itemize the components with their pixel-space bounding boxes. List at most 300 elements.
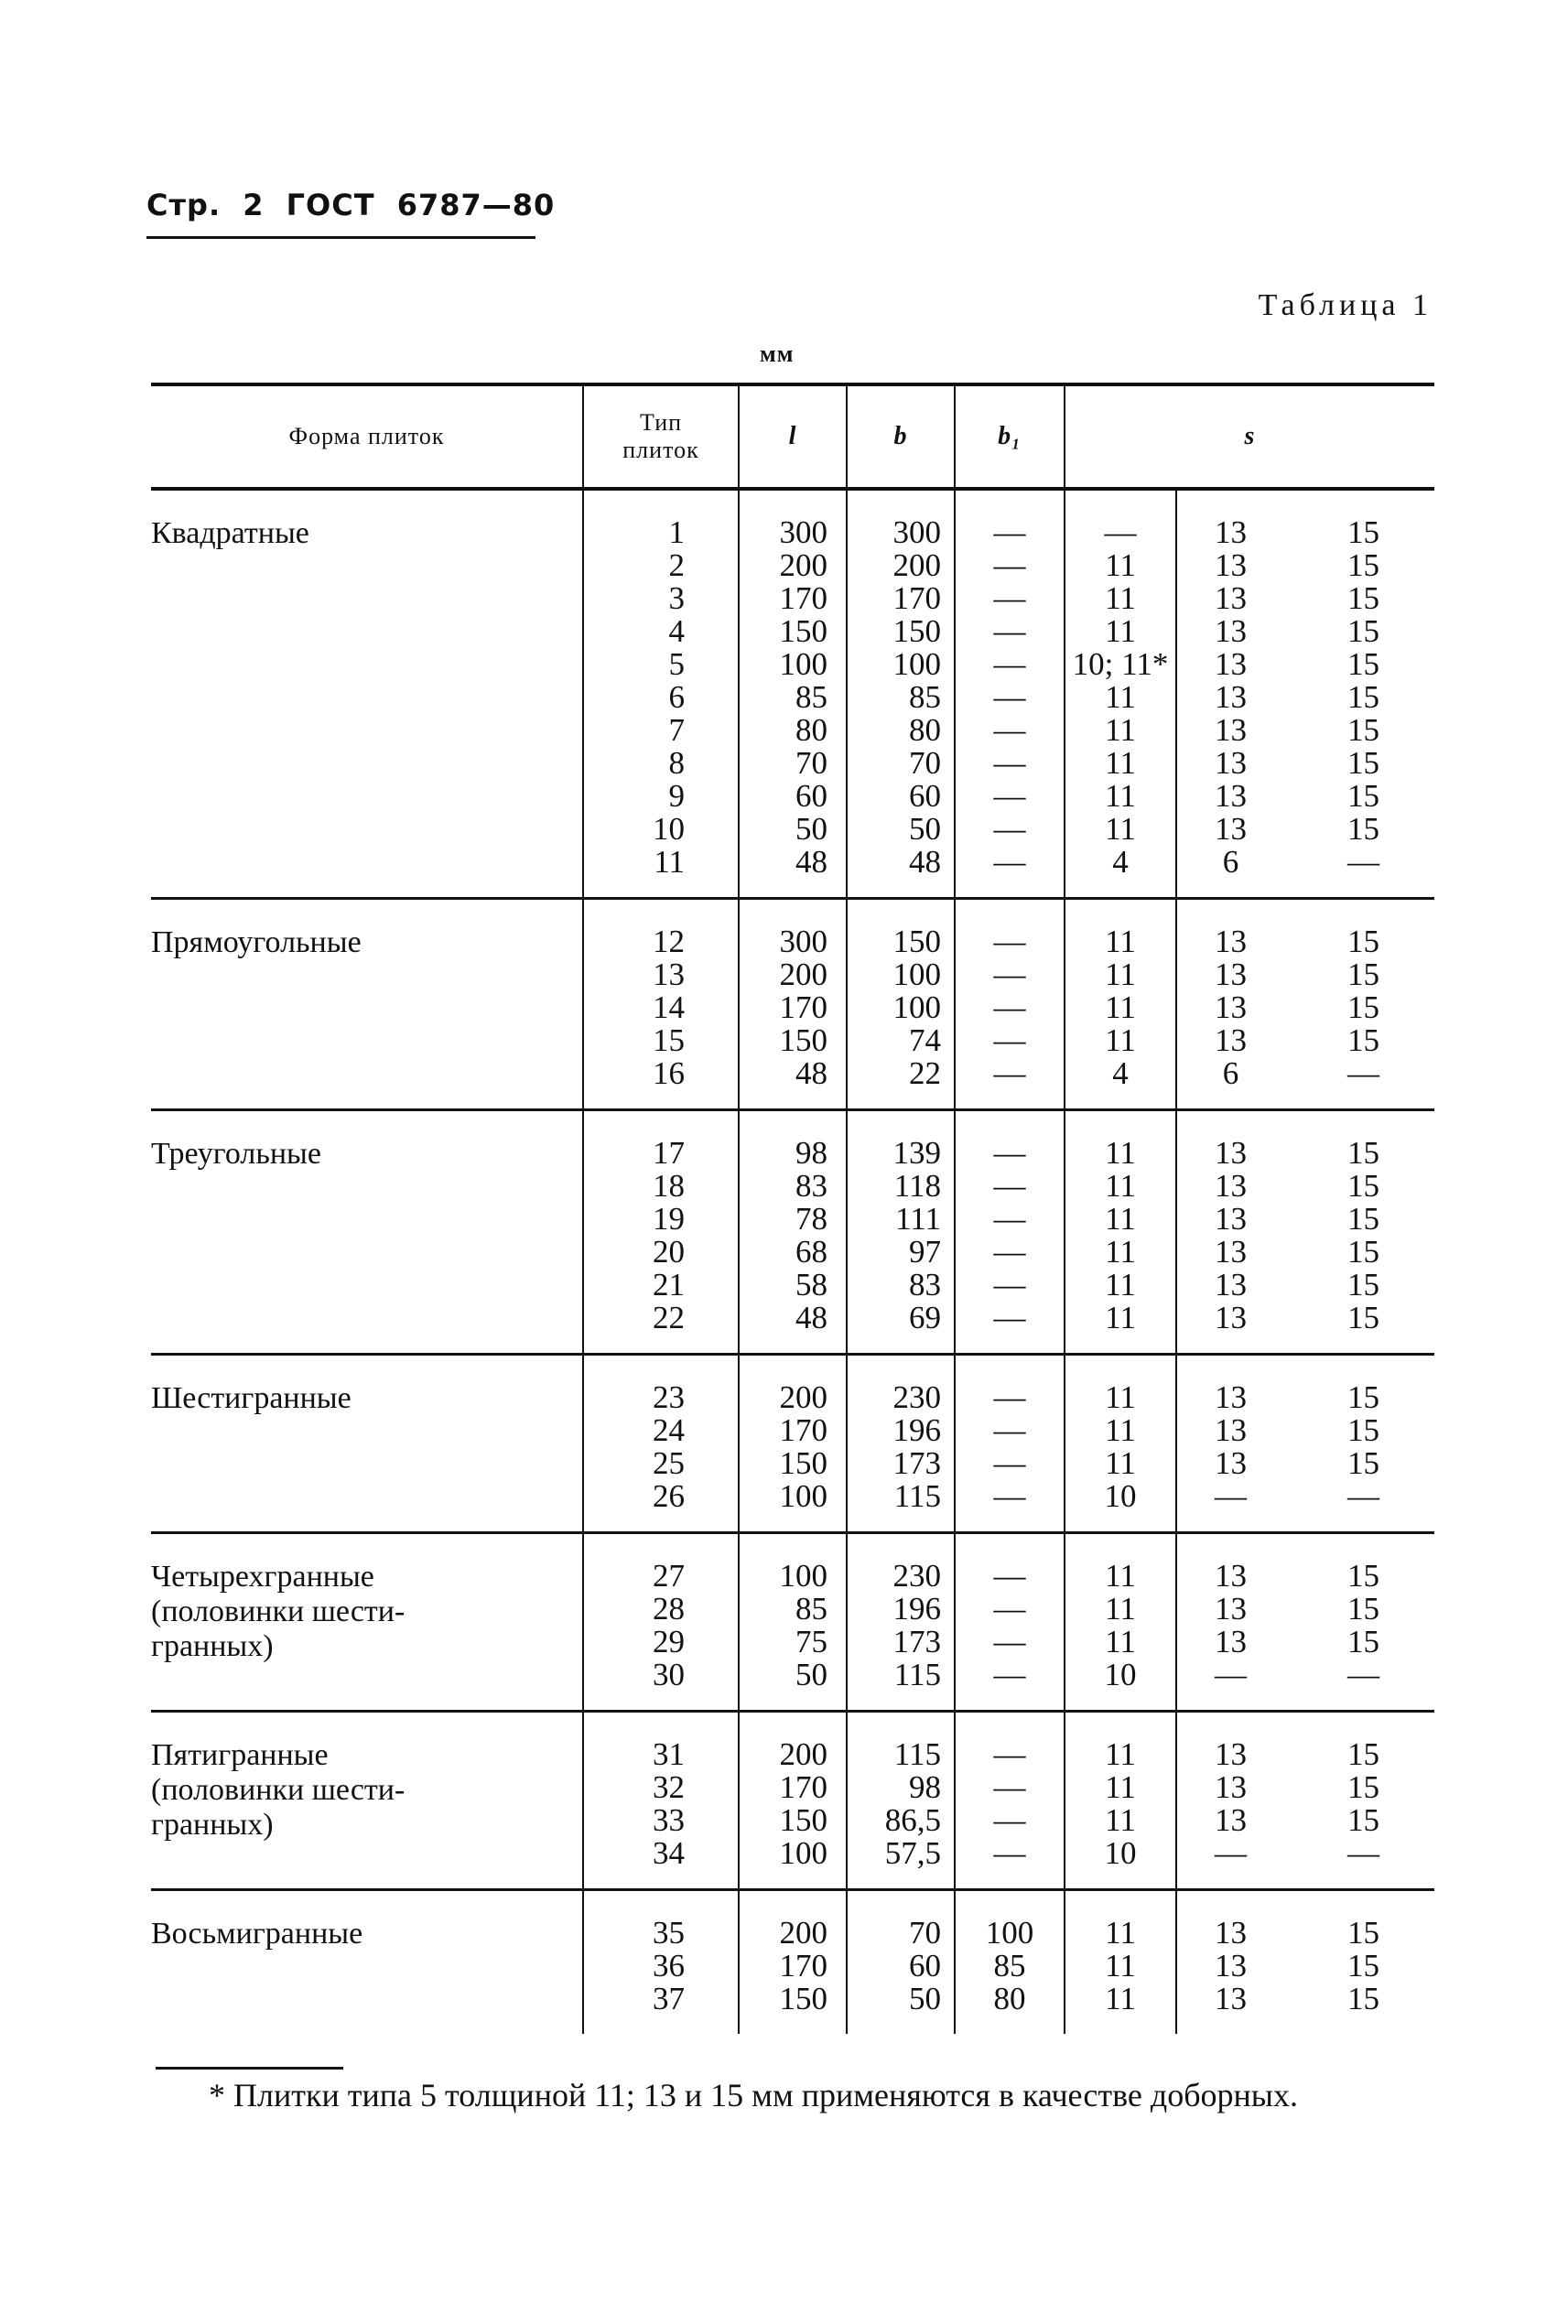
value-b1: — bbox=[993, 844, 1026, 880]
value-s3: 15 bbox=[1347, 1135, 1380, 1171]
value-b: 196 bbox=[892, 1412, 941, 1448]
value-s2: 6 bbox=[1222, 844, 1239, 880]
column-header-l: l bbox=[739, 384, 847, 489]
value-type: 34 bbox=[653, 1835, 685, 1871]
value-b1: — bbox=[993, 924, 1026, 959]
value-b1: — bbox=[993, 1267, 1026, 1303]
value-b1: — bbox=[993, 1835, 1026, 1871]
footnote bbox=[146, 2076, 1428, 2114]
value-l: 300 bbox=[779, 514, 827, 550]
value-s1: — bbox=[1104, 514, 1137, 550]
value-type: 2 bbox=[668, 547, 685, 583]
value-b: 115 bbox=[893, 1478, 941, 1514]
value-type: 21 bbox=[653, 1267, 685, 1303]
column-s2-cell bbox=[1176, 489, 1284, 899]
value-s2: 13 bbox=[1215, 646, 1247, 682]
value-s3: 15 bbox=[1347, 745, 1380, 781]
value-s1: 11 bbox=[1105, 924, 1136, 959]
page-header bbox=[146, 188, 566, 222]
value-type: 22 bbox=[653, 1300, 685, 1335]
value-b1: — bbox=[993, 1624, 1026, 1659]
value-b1: — bbox=[993, 712, 1026, 748]
value-b: 139 bbox=[892, 1135, 941, 1171]
column-type-cell bbox=[583, 899, 739, 1110]
value-b: 98 bbox=[909, 1769, 941, 1805]
value-s1: 11 bbox=[1105, 1591, 1136, 1627]
standard-number: 6787—80 bbox=[396, 188, 556, 222]
value-b: 69 bbox=[909, 1300, 941, 1335]
value-type: 31 bbox=[653, 1736, 685, 1772]
value-s3: 15 bbox=[1347, 1379, 1380, 1415]
page-number: 2 bbox=[243, 188, 265, 222]
value-type: 4 bbox=[668, 613, 685, 649]
value-s1: 11 bbox=[1105, 957, 1136, 992]
value-type: 32 bbox=[653, 1769, 685, 1805]
units-label: мм bbox=[760, 340, 795, 367]
value-type: 25 bbox=[653, 1445, 685, 1481]
value-s2: 13 bbox=[1215, 1267, 1247, 1303]
value-s3: 15 bbox=[1347, 1915, 1380, 1951]
value-l: 70 bbox=[795, 745, 827, 781]
value-s3: 15 bbox=[1347, 1267, 1380, 1303]
column-b-cell bbox=[847, 1712, 955, 1890]
value-l: 200 bbox=[779, 1736, 827, 1772]
value-b: 97 bbox=[909, 1234, 941, 1270]
value-s2: 13 bbox=[1215, 547, 1247, 583]
value-b: 80 bbox=[909, 712, 941, 748]
value-l: 98 bbox=[795, 1135, 827, 1171]
value-b: 60 bbox=[909, 778, 941, 814]
value-s1: 10 bbox=[1104, 1478, 1137, 1514]
column-header-type bbox=[583, 384, 739, 489]
value-b1: — bbox=[993, 547, 1026, 583]
value-b: 150 bbox=[892, 613, 941, 649]
value-b1: 80 bbox=[993, 1981, 1026, 2016]
value-b1: 85 bbox=[993, 1948, 1026, 1984]
value-s2: 13 bbox=[1215, 1300, 1247, 1335]
value-b: 60 bbox=[909, 1948, 941, 1984]
value-type: 24 bbox=[653, 1412, 685, 1448]
value-l: 48 bbox=[795, 844, 827, 880]
column-b-cell bbox=[847, 899, 955, 1110]
value-type: 18 bbox=[653, 1168, 685, 1204]
column-s1-cell bbox=[1065, 1890, 1176, 2035]
value-b1: — bbox=[993, 1657, 1026, 1692]
column-b1-cell bbox=[955, 489, 1065, 899]
value-l: 170 bbox=[779, 1412, 827, 1448]
value-s3: 15 bbox=[1347, 1412, 1380, 1448]
column-s1-cell bbox=[1065, 1110, 1176, 1355]
value-s3: 15 bbox=[1347, 778, 1380, 814]
value-b1: — bbox=[993, 1379, 1026, 1415]
value-s2: 13 bbox=[1215, 580, 1247, 616]
table-row-group bbox=[151, 899, 1434, 1110]
value-l: 150 bbox=[779, 1445, 827, 1481]
value-s3: 15 bbox=[1347, 989, 1380, 1025]
value-type: 14 bbox=[653, 989, 685, 1025]
value-s1: 10; 11* bbox=[1072, 646, 1169, 682]
value-l: 83 bbox=[795, 1168, 827, 1204]
column-s3-cell bbox=[1284, 1890, 1434, 2035]
value-type: 11 bbox=[654, 844, 685, 880]
column-l-cell bbox=[739, 489, 847, 899]
value-b: 230 bbox=[892, 1379, 941, 1415]
value-s1: 11 bbox=[1105, 1558, 1136, 1594]
value-s2: 13 bbox=[1215, 1624, 1247, 1659]
value-s2: — bbox=[1215, 1657, 1247, 1692]
value-type: 30 bbox=[653, 1657, 685, 1692]
column-l-cell bbox=[739, 1110, 847, 1355]
value-type: 8 bbox=[668, 745, 685, 781]
value-s3: 15 bbox=[1347, 924, 1380, 959]
value-s1: 11 bbox=[1105, 1379, 1136, 1415]
value-s1: 11 bbox=[1105, 1267, 1136, 1303]
value-s3: 15 bbox=[1347, 1769, 1380, 1805]
table-row-group bbox=[151, 1712, 1434, 1890]
column-type-cell bbox=[583, 1533, 739, 1712]
column-header-type-label: Тип плиток bbox=[622, 409, 699, 463]
table-caption: Таблица 1 bbox=[1258, 288, 1433, 322]
value-s1: 11 bbox=[1105, 1915, 1136, 1951]
value-type: 9 bbox=[668, 778, 685, 814]
tile-form-label: Пятигранные (половинки шести- гранных) bbox=[151, 1738, 406, 1842]
value-type: 12 bbox=[653, 924, 685, 959]
value-l: 170 bbox=[779, 1948, 827, 1984]
value-type: 15 bbox=[653, 1022, 685, 1058]
value-s1: 11 bbox=[1105, 1135, 1136, 1171]
value-s3: — bbox=[1347, 844, 1380, 880]
value-l: 170 bbox=[779, 580, 827, 616]
value-s2: — bbox=[1215, 1478, 1247, 1514]
tile-form-label: Треугольные bbox=[151, 1137, 321, 1171]
value-s1: 11 bbox=[1105, 580, 1136, 616]
value-s2: 13 bbox=[1215, 1445, 1247, 1481]
value-type: 3 bbox=[668, 580, 685, 616]
column-b1-cell bbox=[955, 1890, 1065, 2035]
value-type: 7 bbox=[668, 712, 685, 748]
value-s1: 10 bbox=[1104, 1657, 1137, 1692]
value-b1: — bbox=[993, 679, 1026, 715]
value-type: 16 bbox=[653, 1055, 685, 1091]
value-s2: 13 bbox=[1215, 957, 1247, 992]
value-s3: 15 bbox=[1347, 1591, 1380, 1627]
value-type: 26 bbox=[653, 1478, 685, 1514]
value-l: 60 bbox=[795, 778, 827, 814]
value-type: 29 bbox=[653, 1624, 685, 1659]
table-row-group bbox=[151, 1890, 1434, 2035]
column-s2-cell bbox=[1176, 1533, 1284, 1712]
value-s1: 4 bbox=[1112, 844, 1129, 880]
value-type: 36 bbox=[653, 1948, 685, 1984]
header-rule bbox=[146, 236, 535, 239]
value-s2: 13 bbox=[1215, 1234, 1247, 1270]
value-b: 115 bbox=[893, 1736, 941, 1772]
footnote-rule bbox=[156, 2067, 343, 2070]
value-s3: 15 bbox=[1347, 1736, 1380, 1772]
value-b: 100 bbox=[892, 989, 941, 1025]
value-s3: 15 bbox=[1347, 613, 1380, 649]
value-b1: — bbox=[993, 811, 1026, 847]
value-b1: — bbox=[993, 1736, 1026, 1772]
value-s2: 13 bbox=[1215, 1412, 1247, 1448]
column-b-cell bbox=[847, 1110, 955, 1355]
value-l: 170 bbox=[779, 1769, 827, 1805]
value-s1: 11 bbox=[1105, 1445, 1136, 1481]
value-b: 57,5 bbox=[884, 1835, 941, 1871]
value-s1: 11 bbox=[1105, 811, 1136, 847]
value-s3: 15 bbox=[1347, 1558, 1380, 1594]
value-l: 68 bbox=[795, 1234, 827, 1270]
column-s3-cell bbox=[1284, 1110, 1434, 1355]
column-type-cell bbox=[583, 1890, 739, 2035]
value-b1: — bbox=[993, 957, 1026, 992]
value-b1: — bbox=[993, 1478, 1026, 1514]
tile-form-label: Четырехгранные (половинки шести- гранных) bbox=[151, 1560, 406, 1663]
tile-form-cell bbox=[151, 1533, 583, 1712]
value-b: 48 bbox=[909, 844, 941, 880]
value-b1: — bbox=[993, 1135, 1026, 1171]
value-s2: 13 bbox=[1215, 514, 1247, 550]
value-s1: 11 bbox=[1105, 745, 1136, 781]
column-b-cell bbox=[847, 1890, 955, 2035]
value-s1: 10 bbox=[1104, 1835, 1137, 1871]
value-l: 50 bbox=[795, 811, 827, 847]
column-b-cell bbox=[847, 1533, 955, 1712]
value-s2: 13 bbox=[1215, 679, 1247, 715]
column-b1-cell bbox=[955, 1712, 1065, 1890]
column-s3-cell bbox=[1284, 489, 1434, 899]
value-b: 100 bbox=[892, 646, 941, 682]
value-s3: 15 bbox=[1347, 1624, 1380, 1659]
value-l: 170 bbox=[779, 989, 827, 1025]
value-s3: 15 bbox=[1347, 1802, 1380, 1838]
value-b1: — bbox=[993, 1412, 1026, 1448]
value-s1: 11 bbox=[1105, 1948, 1136, 1984]
value-b: 230 bbox=[892, 1558, 941, 1594]
value-s3: — bbox=[1347, 1478, 1380, 1514]
value-s1: 4 bbox=[1112, 1055, 1129, 1091]
value-s2: 6 bbox=[1222, 1055, 1239, 1091]
value-l: 200 bbox=[779, 1915, 827, 1951]
value-b: 115 bbox=[893, 1657, 941, 1692]
value-b: 70 bbox=[909, 1915, 941, 1951]
value-s2: 13 bbox=[1215, 989, 1247, 1025]
value-s3: 15 bbox=[1347, 1981, 1380, 2016]
value-b1: — bbox=[993, 989, 1026, 1025]
value-s2: 13 bbox=[1215, 1769, 1247, 1805]
tile-form-cell bbox=[151, 1890, 583, 2035]
column-header-b1: b₁ bbox=[955, 384, 1065, 489]
value-l: 100 bbox=[779, 646, 827, 682]
value-type: 13 bbox=[653, 957, 685, 992]
value-l: 48 bbox=[795, 1300, 827, 1335]
value-s3: 15 bbox=[1347, 712, 1380, 748]
value-l: 150 bbox=[779, 1981, 827, 2016]
value-b1: — bbox=[993, 514, 1026, 550]
value-s1: 11 bbox=[1105, 1769, 1136, 1805]
value-s3: 15 bbox=[1347, 646, 1380, 682]
value-s1: 11 bbox=[1105, 1802, 1136, 1838]
value-l: 200 bbox=[779, 1379, 827, 1415]
value-s1: 11 bbox=[1105, 989, 1136, 1025]
value-b: 22 bbox=[909, 1055, 941, 1091]
table-header-row bbox=[151, 384, 1434, 489]
value-s2: 13 bbox=[1215, 924, 1247, 959]
value-l: 58 bbox=[795, 1267, 827, 1303]
standard-label: ГОСТ bbox=[286, 188, 375, 222]
value-b: 300 bbox=[892, 514, 941, 550]
table-row-group bbox=[151, 1533, 1434, 1712]
value-s1: 11 bbox=[1105, 1022, 1136, 1058]
value-b1: — bbox=[993, 778, 1026, 814]
value-b: 173 bbox=[892, 1445, 941, 1481]
value-l: 100 bbox=[779, 1478, 827, 1514]
value-b: 83 bbox=[909, 1267, 941, 1303]
value-type: 27 bbox=[653, 1558, 685, 1594]
column-s2-cell bbox=[1176, 899, 1284, 1110]
tile-form-cell bbox=[151, 1110, 583, 1355]
value-b1: — bbox=[993, 1769, 1026, 1805]
value-l: 50 bbox=[795, 1657, 827, 1692]
value-type: 1 bbox=[668, 514, 685, 550]
column-s1-cell bbox=[1065, 1712, 1176, 1890]
value-b1: — bbox=[993, 1055, 1026, 1091]
value-b: 50 bbox=[909, 811, 941, 847]
value-s3: 15 bbox=[1347, 1168, 1380, 1204]
value-type: 23 bbox=[653, 1379, 685, 1415]
value-l: 300 bbox=[779, 924, 827, 959]
column-b1-cell bbox=[955, 1533, 1065, 1712]
value-b: 170 bbox=[892, 580, 941, 616]
value-b1: — bbox=[993, 1802, 1026, 1838]
footnote-text: * Плитки типа 5 толщиной 11; 13 и 15 мм применяются в качестве доборных. bbox=[209, 2077, 1298, 2113]
value-s1: 11 bbox=[1105, 1981, 1136, 2016]
value-b: 118 bbox=[893, 1168, 941, 1204]
value-type: 19 bbox=[653, 1201, 685, 1237]
value-s1: 11 bbox=[1105, 679, 1136, 715]
value-b: 70 bbox=[909, 745, 941, 781]
value-s1: 11 bbox=[1105, 1300, 1136, 1335]
tile-form-cell bbox=[151, 899, 583, 1110]
column-s2-cell bbox=[1176, 1110, 1284, 1355]
value-b1: — bbox=[993, 1022, 1026, 1058]
value-b: 74 bbox=[909, 1022, 941, 1058]
value-s2: 13 bbox=[1215, 1558, 1247, 1594]
column-s3-cell bbox=[1284, 1533, 1434, 1712]
value-s1: 11 bbox=[1105, 1736, 1136, 1772]
value-s1: 11 bbox=[1105, 1168, 1136, 1204]
column-s3-cell bbox=[1284, 899, 1434, 1110]
column-s1-cell bbox=[1065, 489, 1176, 899]
value-s2: 13 bbox=[1215, 1135, 1247, 1171]
value-s2: 13 bbox=[1215, 1201, 1247, 1237]
value-b: 50 bbox=[909, 1981, 941, 2016]
value-b1: — bbox=[993, 1234, 1026, 1270]
value-s2: 13 bbox=[1215, 613, 1247, 649]
column-l-cell bbox=[739, 1533, 847, 1712]
column-s2-cell bbox=[1176, 1890, 1284, 2035]
value-l: 80 bbox=[795, 712, 827, 748]
value-l: 100 bbox=[779, 1835, 827, 1871]
value-s3: 15 bbox=[1347, 580, 1380, 616]
column-l-cell bbox=[739, 1355, 847, 1533]
value-l: 48 bbox=[795, 1055, 827, 1091]
value-s2: 13 bbox=[1215, 1802, 1247, 1838]
column-s1-cell bbox=[1065, 899, 1176, 1110]
value-s3: 15 bbox=[1347, 1201, 1380, 1237]
tile-form-label: Шестигранные bbox=[151, 1381, 351, 1415]
column-b1-cell bbox=[955, 1355, 1065, 1533]
column-header-form: Форма плиток bbox=[151, 384, 583, 489]
value-b: 173 bbox=[892, 1624, 941, 1659]
column-type-cell bbox=[583, 1712, 739, 1890]
column-l-cell bbox=[739, 899, 847, 1110]
value-s1: 11 bbox=[1105, 778, 1136, 814]
value-type: 33 bbox=[653, 1802, 685, 1838]
value-l: 75 bbox=[795, 1624, 827, 1659]
value-s1: 11 bbox=[1105, 547, 1136, 583]
column-s2-cell bbox=[1176, 1355, 1284, 1533]
value-l: 78 bbox=[795, 1201, 827, 1237]
value-b: 85 bbox=[909, 679, 941, 715]
tile-dimensions-table bbox=[151, 383, 1434, 2034]
value-l: 200 bbox=[779, 957, 827, 992]
value-b1: — bbox=[993, 1300, 1026, 1335]
value-s3: — bbox=[1347, 1657, 1380, 1692]
value-s2: 13 bbox=[1215, 1915, 1247, 1951]
value-s1: 11 bbox=[1105, 1234, 1136, 1270]
value-l: 150 bbox=[779, 613, 827, 649]
value-s3: — bbox=[1347, 1055, 1380, 1091]
tile-form-label: Прямоугольные bbox=[151, 925, 362, 959]
value-s2: 13 bbox=[1215, 811, 1247, 847]
column-s2-cell bbox=[1176, 1712, 1284, 1890]
table-body bbox=[151, 489, 1434, 2034]
column-b1-cell bbox=[955, 899, 1065, 1110]
value-l: 200 bbox=[779, 547, 827, 583]
column-l-cell bbox=[739, 1890, 847, 2035]
tile-form-cell bbox=[151, 1712, 583, 1890]
value-type: 20 bbox=[653, 1234, 685, 1270]
value-s3: 15 bbox=[1347, 1022, 1380, 1058]
value-b1: — bbox=[993, 1201, 1026, 1237]
value-s3: 15 bbox=[1347, 679, 1380, 715]
value-b: 200 bbox=[892, 547, 941, 583]
value-s2: 13 bbox=[1215, 1948, 1247, 1984]
value-s1: 11 bbox=[1105, 712, 1136, 748]
value-b: 100 bbox=[892, 957, 941, 992]
value-s3: 15 bbox=[1347, 1234, 1380, 1270]
value-b: 86,5 bbox=[884, 1802, 941, 1838]
value-b1: — bbox=[993, 1558, 1026, 1594]
value-b1: — bbox=[993, 745, 1026, 781]
value-s3: — bbox=[1347, 1835, 1380, 1871]
tile-form-cell bbox=[151, 489, 583, 899]
value-l: 150 bbox=[779, 1022, 827, 1058]
value-b1: 100 bbox=[985, 1915, 1034, 1951]
value-s2: 13 bbox=[1215, 1591, 1247, 1627]
column-type-cell bbox=[583, 1110, 739, 1355]
value-b1: — bbox=[993, 1168, 1026, 1204]
value-type: 37 bbox=[653, 1981, 685, 2016]
table-row-group bbox=[151, 1110, 1434, 1355]
column-b-cell bbox=[847, 1355, 955, 1533]
value-b: 196 bbox=[892, 1591, 941, 1627]
value-s2: — bbox=[1215, 1835, 1247, 1871]
page-label: Стр. bbox=[146, 188, 222, 222]
column-type-cell bbox=[583, 489, 739, 899]
column-b-cell bbox=[847, 489, 955, 899]
